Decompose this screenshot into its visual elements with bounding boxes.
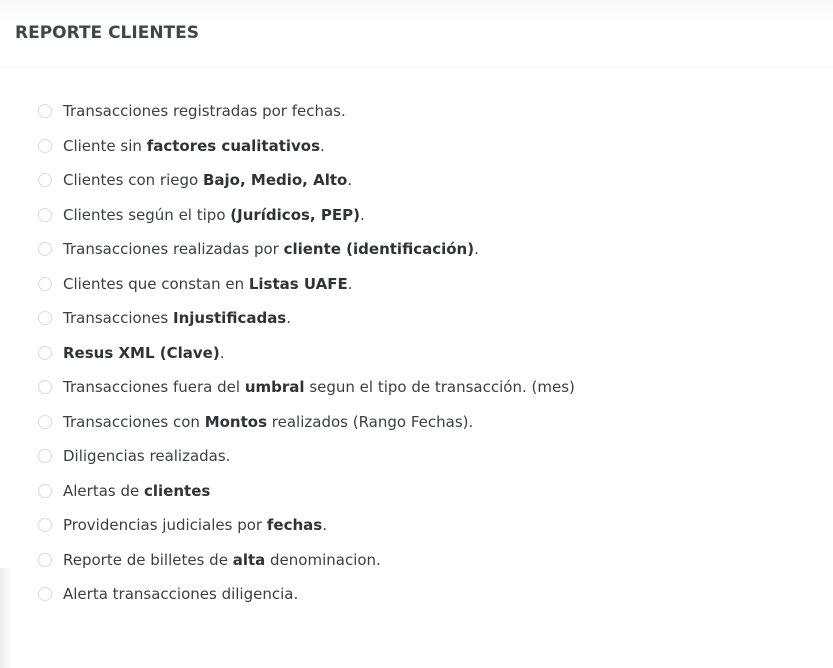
label-emphasis: factores cualitativos xyxy=(146,136,321,155)
report-option[interactable] xyxy=(38,474,575,509)
report-option[interactable] xyxy=(38,94,575,129)
report-option-label xyxy=(63,275,353,293)
label-emphasis: Montos xyxy=(204,412,268,431)
report-option[interactable] xyxy=(38,198,575,233)
label-text: . xyxy=(322,516,327,535)
report-option-label xyxy=(63,309,291,327)
report-options-list xyxy=(38,94,575,612)
radio-button[interactable] xyxy=(38,587,52,601)
label-text: Transacciones con xyxy=(63,412,205,431)
label-text: . xyxy=(359,205,365,224)
report-option-label xyxy=(63,585,298,603)
label-text: . xyxy=(286,309,292,328)
label-text: . xyxy=(347,274,353,293)
radio-button[interactable] xyxy=(38,380,52,394)
label-text: realizados (Rango Fechas). xyxy=(267,412,474,431)
label-text: segun el tipo de transacción. (mes) xyxy=(304,378,575,397)
report-option[interactable] xyxy=(38,267,575,302)
page-header xyxy=(0,0,833,68)
label-emphasis: clientes xyxy=(144,481,211,500)
radio-button[interactable] xyxy=(38,277,52,291)
report-option-label xyxy=(63,447,230,465)
label-text: Alertas de xyxy=(63,481,144,500)
report-option[interactable] xyxy=(38,232,575,267)
label-emphasis: Resus XML (Clave) xyxy=(63,343,220,362)
report-option[interactable] xyxy=(38,129,575,164)
radio-button[interactable] xyxy=(38,553,52,567)
label-text: . xyxy=(474,240,479,259)
label-text: Clientes con riego xyxy=(63,171,203,190)
report-option[interactable] xyxy=(38,405,575,440)
report-option-label xyxy=(63,413,473,431)
report-option-label xyxy=(63,551,381,569)
label-text: Transacciones xyxy=(63,309,173,328)
label-text: denominacion. xyxy=(265,550,381,569)
label-text: . xyxy=(219,343,225,362)
page-title: REPORTE CLIENTES xyxy=(15,23,199,43)
label-text: Cliente sin xyxy=(63,136,147,155)
radio-button[interactable] xyxy=(38,346,52,360)
label-text: Transacciones realizadas por xyxy=(63,240,284,259)
report-option[interactable] xyxy=(38,543,575,578)
report-option[interactable] xyxy=(38,577,575,612)
label-text: Reporte de billetes de xyxy=(63,550,233,569)
report-option[interactable] xyxy=(38,508,575,543)
report-option-label xyxy=(63,240,479,258)
label-emphasis: cliente (identificación) xyxy=(283,240,475,259)
report-option-label xyxy=(63,102,346,120)
label-emphasis: Injustificadas xyxy=(173,309,287,328)
report-option-label xyxy=(63,344,224,362)
report-option[interactable] xyxy=(38,301,575,336)
label-text: Clientes que constan en xyxy=(63,274,249,293)
radio-button[interactable] xyxy=(38,311,52,325)
report-option-label xyxy=(63,206,365,224)
radio-button[interactable] xyxy=(38,104,52,118)
report-option[interactable] xyxy=(38,163,575,198)
label-text: Transacciones registradas por fechas. xyxy=(63,102,346,121)
radio-button[interactable] xyxy=(38,518,52,532)
report-option-label xyxy=(63,171,352,189)
label-text: . xyxy=(347,171,353,190)
label-emphasis: umbral xyxy=(244,378,305,397)
radio-button[interactable] xyxy=(38,449,52,463)
label-text: Providencias judiciales por xyxy=(63,516,267,535)
radio-button[interactable] xyxy=(38,173,52,187)
label-emphasis: Listas UAFE xyxy=(248,274,348,293)
radio-button[interactable] xyxy=(38,484,52,498)
label-text: . xyxy=(320,136,325,155)
label-emphasis: alta xyxy=(232,550,266,569)
report-option-label xyxy=(63,516,327,534)
report-option-label xyxy=(63,482,210,500)
label-text: Clientes según el tipo xyxy=(63,205,231,224)
radio-button[interactable] xyxy=(38,208,52,222)
report-option[interactable] xyxy=(38,336,575,371)
label-text: Transacciones fuera del xyxy=(63,378,245,397)
report-option[interactable] xyxy=(38,370,575,405)
radio-button[interactable] xyxy=(38,242,52,256)
label-emphasis: (Jurídicos, PEP) xyxy=(230,205,360,224)
left-edge-shadow xyxy=(0,568,12,668)
report-option[interactable] xyxy=(38,439,575,474)
report-option-label xyxy=(63,378,575,396)
label-emphasis: Bajo, Medio, Alto xyxy=(202,171,348,190)
report-option-label xyxy=(63,137,325,155)
label-text: Alerta transacciones diligencia. xyxy=(63,585,299,604)
label-emphasis: fechas xyxy=(266,516,323,535)
radio-button[interactable] xyxy=(38,139,52,153)
radio-button[interactable] xyxy=(38,415,52,429)
label-text: Diligencias realizadas. xyxy=(63,447,231,466)
